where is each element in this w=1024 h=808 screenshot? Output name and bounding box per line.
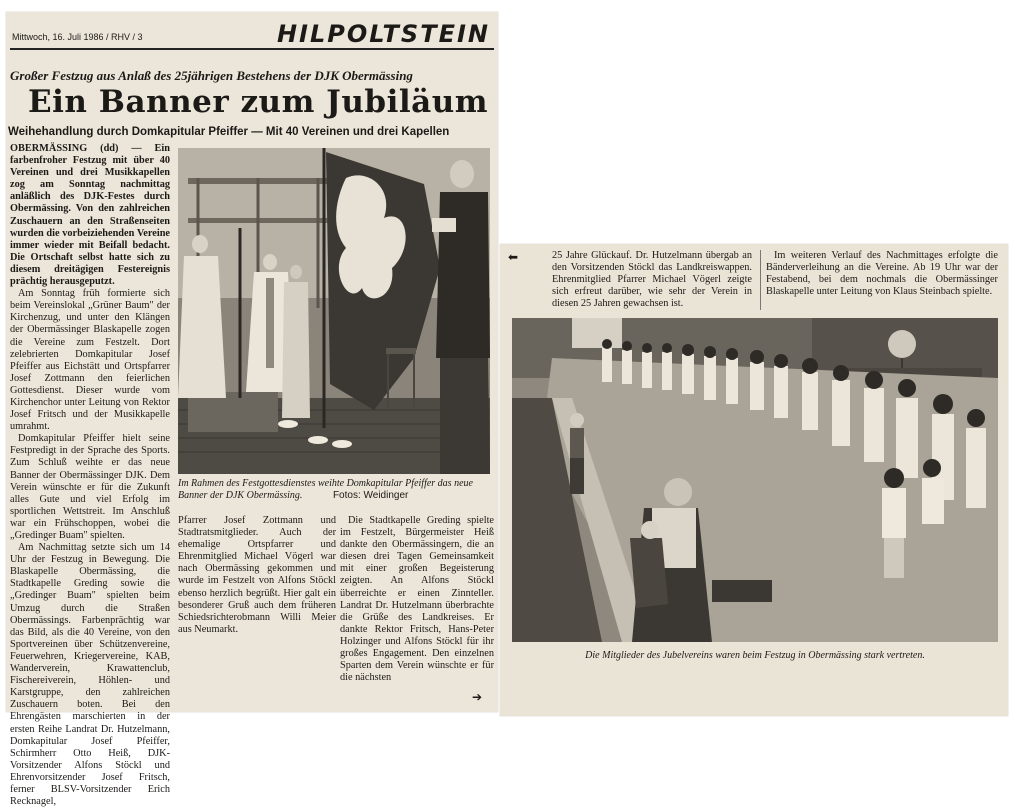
article-column-right [766,250,998,314]
continue-arrow-icon: ➔ [472,690,483,704]
article-paragraph: Die Stadtkapelle Greding spielte im Festzelt, Bürgermeister Heiß dankte den Obermässingern, die an diesen drei Tagen Gemeinsamkeit mit einer großen Begeisterung zeigten. An Alfons Stöckl überreichte er einen Zinnteller. Landrat Dr. Hutzelmann überbrachte die Grüße des Landkreises. Er dankte Rektor Fritsch, Hans-Peter Holzinger und Alfons Stöckl für ihr großes Engagement. Den einzelnen Sparten dem Verein wünschte er für die nächsten [340,515,494,684]
article-paragraph: OBERMÄSSING (dd) — Ein farbenfroher Festzug mit über 40 Vereinen und drei Musikkapellen zog am Sonntag nachmittag anläßlich des DJK-Festes durch Obermässing. Von den zahlreichen Zuschauern an den Straßenseiten wurden die vorbeiziehenden Vereine immer wieder mit Beifall bedacht. Die Ortschaft selbst hatte sich zu diesem dreitägigen Festereignis prächtig herausgeputzt. [10,143,170,288]
headline: Ein Banner zum Jubiläum [28,84,489,120]
dateline: Mittwoch, 16. Juli 1986 / RHV / 3 [12,32,143,42]
column-divider [760,250,761,310]
masthead [10,18,494,50]
article-paragraph: Domkapitular Pfeiffer hielt seine Festpredigt in der Sprache des Sports. Zum Schluß weihte er das neue Banner der Obermässinger DJK. Dem Verein wünschte er für die Zukunft alles Gute und viel Erfolg im sportlichen Wettstreit. Im Anschluß war ein Frühschoppen, wobei die „Gredinger Buam" spielten. [10,433,170,541]
photo-caption-2: Die Mitglieder des Jubelvereins waren beim Festzug in Obermässing stark vertreten. [585,650,925,661]
article-column-middle-1 [178,515,336,643]
article-paragraph: Pfarrer Josef Zottmann und Stadtratsmitglieder. Auch der ehemalige Ortspfarrer und Ehrenmitglied Michael Vögerl war nach Obermässing gekommen und wurde im Festzelt von Alfons Stöckl ebenso herzlich begrüßt. Hier galt ein besonderer Gruß auch dem früheren Schiedsrichterobmann Willi Meier aus Neumarkt. [178,515,336,635]
article-paragraph: Am Sonntag früh formierte sich beim Vereinslokal „Grüner Baum" der Kirchenzug, und unter den Klängen der Obermässinger Blaskapelle zogen die Vereine zum Festzelt. Dort zelebrierten Domkapitular Josef Pfeiffer aus Eichstätt und Ortspfarrer Josef Zottmann den feierlichen Gottesdienst. Dieser wurde vom Kirchenchor unter Leitung von Rektor Josef Fritsch und der Musikkapelle umrahmt. [10,288,170,433]
section-title: HILPOLTSTEIN [276,20,490,48]
photo-illustration [512,318,998,642]
article-paragraph: 25 Jahre Glückauf. Dr. Hutzelmann übergab an den Vorsitzenden Stöckl das Landkreiswappen. Ehrenmitglied Pfarrer Michael Vögerl zeigte sich erfreut darüber, wie sehr der Verein in diesen 25 Jahren gewachsen ist. [552,250,752,310]
photo-parade [512,318,998,642]
photo-credit: Fotos: Weidinger [332,490,409,501]
article-paragraph: Im weiteren Verlauf des Nachmittages erfolgte die Bänderverleihung an die Vereine. Ab 19 Uhr war der Festabend, bei dem nochmals die Obermässinger Blaskapelle unter Leitung von Klaus Steinbach spielte. [766,250,998,298]
continue-from-arrow-icon: ⬅ [508,250,519,264]
article-column-left [552,250,752,314]
article-column-middle-2 [340,515,494,705]
article-paragraph: Am Nachmittag setzte sich um 14 Uhr der Festzug in Bewegung. Die Blaskapelle Obermässing, die Stadtkapelle Greding sowie die „Gredinger Buam" spielten beim Umzug durch die Straßen Obermässings. Farbenprächtig war das Bild, als die 40 Vereine, von den Sportvereinen über Schützenvereine, Feuerwehren, Kriegervereine, KAB, Wanderverein, Krawattenclub, Fischereiverein, Höhlen- und Karstgruppe, den zahlreichen Zuschauern boten. Bei den Ehrengästen marschierten in der ersten Reihe Landrat Dr. Hutzelmann, Domkapitular Josef Pfeiffer, Schirmherr Otto Heiß, DJK-Vorsitzender Alfons Stöckl und Ehrenvorsitzender Josef Fritsch, ferner BLSV-Vorsitzender Erich Recknagel, [10,542,170,808]
photo-banner-consecration [178,148,490,474]
kicker: Großer Festzug aus Anlaß des 25jährigen Bestehens der DJK Obermässing [10,68,413,83]
caption-text: Im Rahmen des Festgottesdienstes weihte Domkapitular Pfeiffer das neue Banner der DJK Obermässing. [178,478,473,501]
article-column-left [10,143,170,808]
photo-illustration [178,148,490,474]
subhead: Weihehandlung durch Domkapitular Pfeiffer — Mit 40 Vereinen und drei Kapellen [8,126,450,138]
newspaper-clipping-continued [500,244,1008,716]
photo-caption-1 [178,478,494,502]
newspaper-clipping-main [6,12,498,808]
